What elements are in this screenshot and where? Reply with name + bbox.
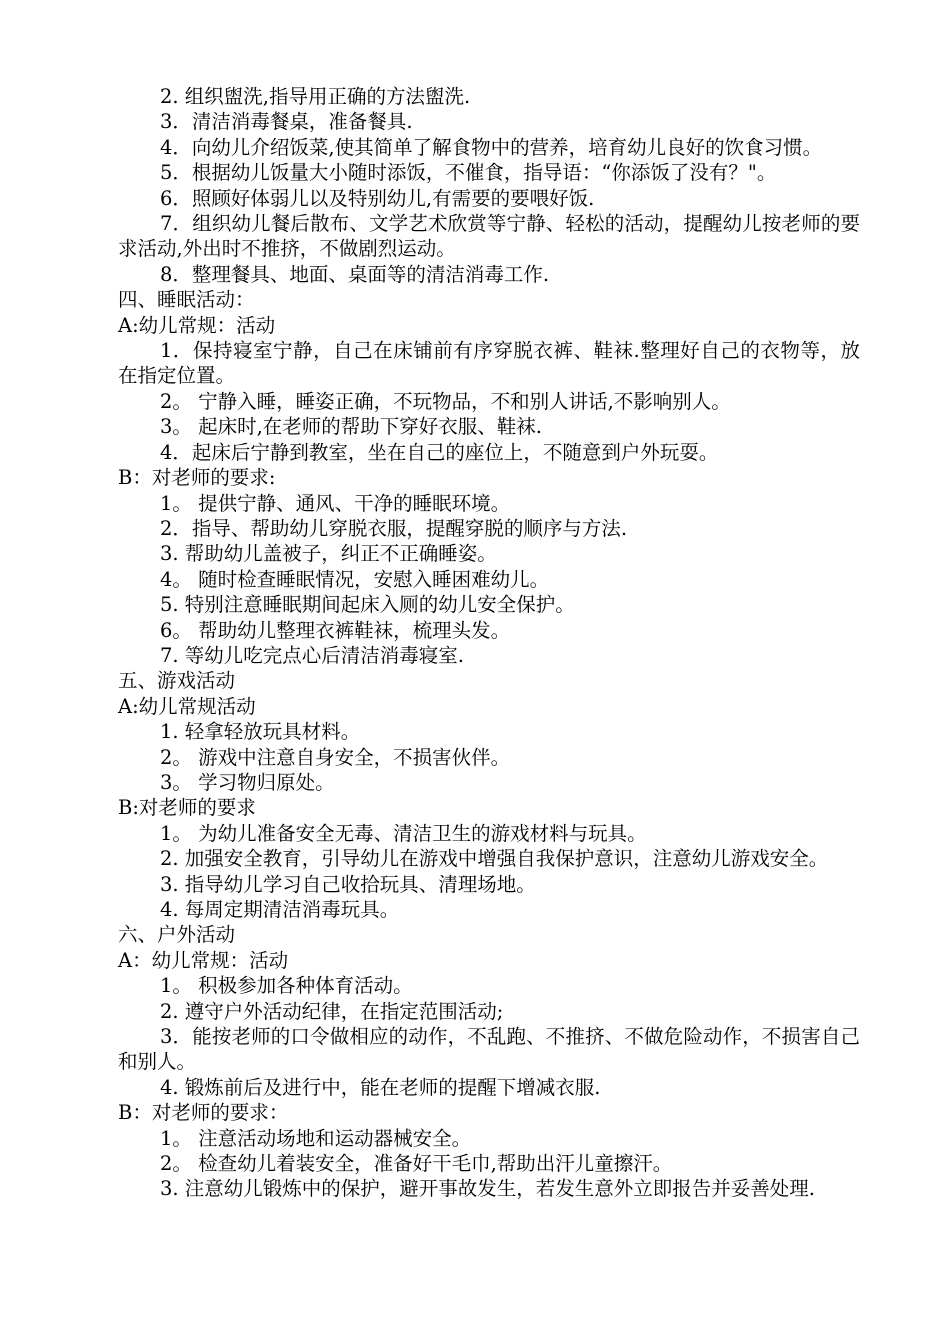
section-heading: A:幼儿常规活动 (118, 694, 256, 718)
list-item: 3。 起床时,在老师的帮助下穿好衣服、鞋袜. (160, 415, 543, 439)
list-item: 4．起床后宁静到教室，坐在自己的座位上，不随意到户外玩耍。 (160, 440, 719, 464)
section-heading: 四、睡眠活动： (118, 288, 255, 312)
section-heading: B:对老师的要求 (118, 796, 256, 820)
list-item: 2。 游戏中注意自身安全，不损害伙伴。 (160, 745, 511, 769)
list-item: 2。 检查幼儿着装安全，准备好干毛巾,帮助出汗儿童擦汗。 (160, 1152, 673, 1176)
list-item: 2. 遵守户外活动纪律，在指定范围活动; (160, 999, 504, 1023)
list-item: 3．能按老师的口令做相应的动作，不乱跑、不推挤、不做危险动作，不损害自己和别人。 (118, 1025, 860, 1074)
section-heading: B：对老师的要求： (118, 1101, 289, 1125)
list-item: 2. 加强安全教育，引导幼儿在游戏中增强自我保护意识，注意幼儿游戏安全。 (160, 847, 829, 871)
list-item: 1。 提供宁静、通风、干净的睡眠环境。 (160, 491, 511, 515)
list-item: 3．清洁消毒餐桌，准备餐具. (160, 110, 413, 134)
section-heading: A：幼儿常规：活动 (118, 948, 289, 972)
list-item: 4．向幼儿介绍饭菜,使其简单了解食物中的营养，培育幼儿良好的饮食习惯。 (160, 135, 823, 159)
list-item: 5．根据幼儿饭量大小随时添饭，不催食，指导语：“你添饭了没有？"。 (160, 161, 777, 185)
list-item: 6。 帮助幼儿整理衣裤鞋袜，梳理头发。 (160, 618, 511, 642)
list-item: 2. 组织盥洗,指导用正确的方法盥洗. (160, 85, 471, 108)
list-item: 3. 指导幼儿学习自己收拾玩具、清理场地。 (160, 872, 536, 896)
section-heading: 六、户外活动 (118, 923, 236, 947)
list-item: 7. 等幼儿吃完点心后清洁消毒寝室. (160, 643, 465, 667)
document-page (118, 84, 860, 1202)
list-item: 3。 学习物归原处。 (160, 770, 335, 794)
list-item: 4。 随时检查睡眠情况，安慰入睡困难幼儿。 (160, 567, 550, 591)
list-item: 1．保持寝室宁静，自己在床铺前有序穿脱衣裤、鞋袜.整理好自己的衣物等，放在指定位置。 (118, 339, 860, 388)
section-heading: A:幼儿常规：活动 (118, 313, 276, 337)
list-item: 3. 注意幼儿锻炼中的保护，避开事故发生，若发生意外立即报告并妥善处理. (160, 1177, 816, 1201)
list-item: 4. 每周定期清洁消毒玩具。 (160, 898, 400, 921)
list-item: 7．组织幼儿餐后散布、文学艺术欣赏等宁静、轻松的活动，提醒幼儿按老师的要求活动,外出时不推挤，不做剧烈运动。 (118, 212, 860, 261)
list-item: 6．照顾好体弱儿以及特别幼儿,有需要的要喂好饭. (160, 186, 595, 210)
list-item: 1。 积极参加各种体育活动。 (160, 974, 413, 998)
list-item: 4. 锻炼前后及进行中，能在老师的提醒下增减衣服. (160, 1075, 601, 1099)
list-item: 1。 注意活动场地和运动器械安全。 (160, 1126, 472, 1150)
list-item: 1. 轻拿轻放玩具材料。 (160, 720, 361, 744)
section-heading: 五、游戏活动 (118, 669, 236, 693)
list-item: 5. 特别注意睡眠期间起床入厕的幼儿安全保护。 (160, 593, 575, 617)
list-item: 1。 为幼儿准备安全无毒、清洁卫生的游戏材料与玩具。 (160, 821, 647, 845)
list-item: 3. 帮助幼儿盖被子，纠正不正确睡姿。 (160, 542, 497, 566)
section-heading: B：对老师的要求: (118, 466, 276, 490)
list-item: 2．指导、帮助幼儿穿脱衣服，提醒穿脱的顺序与方法. (160, 516, 628, 540)
list-item: 8．整理餐具、地面、桌面等的清洁消毒工作. (160, 262, 550, 286)
list-item: 2。 宁静入睡，睡姿正确，不玩物品，不和别人讲话,不影响别人。 (160, 389, 731, 413)
